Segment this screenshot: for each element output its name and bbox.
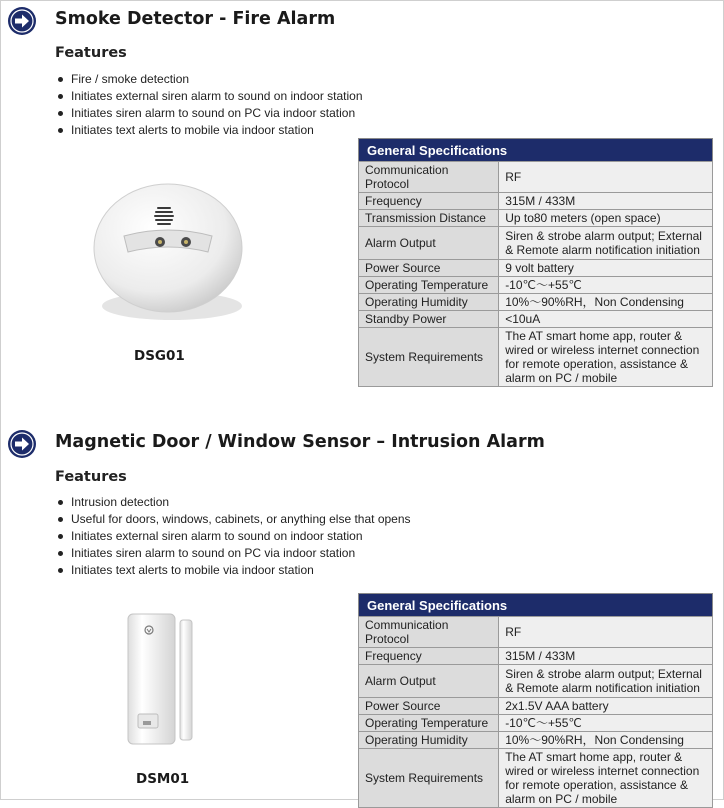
table-row <box>359 732 713 749</box>
model-label: DSM01 <box>136 771 190 787</box>
table-row <box>359 210 713 227</box>
arrow-circle-icon <box>7 429 37 459</box>
feature-item: Initiates siren alarm to sound on PC via indoor station <box>55 105 363 122</box>
specifications-table <box>358 138 713 387</box>
spec-value: 10%～90%RH，Non Condensing <box>499 294 713 311</box>
table-row <box>359 328 713 387</box>
spec-label: Alarm Output <box>359 227 499 260</box>
spec-value: 9 volt battery <box>499 260 713 277</box>
spec-value: 315M / 433M <box>499 648 713 665</box>
product-title: Smoke Detector - Fire Alarm <box>55 9 336 29</box>
feature-item: Fire / smoke detection <box>55 71 363 88</box>
table-row <box>359 715 713 732</box>
features-heading: Features <box>55 45 127 61</box>
spec-value: 315M / 433M <box>499 193 713 210</box>
product-section-smoke-detector <box>0 0 724 400</box>
smoke-detector-image <box>84 178 254 326</box>
bullet-dot <box>58 534 63 539</box>
bullet-dot <box>58 517 63 522</box>
spec-label: Communication Protocol <box>359 162 499 193</box>
spec-value: RF <box>499 162 713 193</box>
spec-label: Frequency <box>359 648 499 665</box>
spec-table-heading: General Specifications <box>359 139 713 162</box>
spec-value: -10℃～+55℃ <box>499 277 713 294</box>
feature-item: Initiates siren alarm to sound on PC via indoor station <box>55 545 411 562</box>
feature-item: Intrusion detection <box>55 494 411 511</box>
spec-value: 10%～90%RH，Non Condensing <box>499 732 713 749</box>
spec-label: Power Source <box>359 698 499 715</box>
feature-item: Initiates external siren alarm to sound on indoor station <box>55 528 411 545</box>
product-title: Magnetic Door / Window Sensor – Intrusion Alarm <box>55 432 545 452</box>
spec-value: 2x1.5V AAA battery <box>499 698 713 715</box>
table-row <box>359 698 713 715</box>
spec-label: Standby Power <box>359 311 499 328</box>
spec-label: System Requirements <box>359 749 499 808</box>
spec-label: Alarm Output <box>359 665 499 698</box>
spec-value: The AT smart home app, router & wired or wireless internet connection for remote operation, assistance & alarm on PC / mobile <box>499 328 713 387</box>
spec-value: Up to80 meters (open space) <box>499 210 713 227</box>
bullet-dot <box>58 568 63 573</box>
table-row <box>359 749 713 808</box>
feature-item: Initiates text alerts to mobile via indoor station <box>55 562 411 579</box>
table-row <box>359 277 713 294</box>
feature-item: Initiates text alerts to mobile via indoor station <box>55 122 363 139</box>
table-row <box>359 665 713 698</box>
door-sensor-image <box>120 610 200 750</box>
table-row <box>359 617 713 648</box>
spec-label: System Requirements <box>359 328 499 387</box>
table-row <box>359 227 713 260</box>
bullet-dot <box>58 111 63 116</box>
spec-value: <10uA <box>499 311 713 328</box>
product-section-door-window-sensor <box>0 418 724 806</box>
feature-item: Initiates external siren alarm to sound on indoor station <box>55 88 363 105</box>
spec-label: Operating Humidity <box>359 294 499 311</box>
spec-table-heading: General Specifications <box>359 594 713 617</box>
spec-value: Siren & strobe alarm output; External & Remote alarm notification initiation <box>499 227 713 260</box>
spec-label: Communication Protocol <box>359 617 499 648</box>
bullet-dot <box>58 551 63 556</box>
spec-label: Transmission Distance <box>359 210 499 227</box>
model-label: DSG01 <box>134 348 185 364</box>
spec-label: Operating Temperature <box>359 715 499 732</box>
spec-value: RF <box>499 617 713 648</box>
table-row <box>359 162 713 193</box>
table-row <box>359 648 713 665</box>
features-list <box>55 71 363 139</box>
arrow-circle-icon <box>7 6 37 36</box>
spec-value: -10℃～+55℃ <box>499 715 713 732</box>
specifications-table <box>358 593 713 808</box>
bullet-dot <box>58 77 63 82</box>
spec-label: Power Source <box>359 260 499 277</box>
spec-value: Siren & strobe alarm output; External & Remote alarm notification initiation <box>499 665 713 698</box>
spec-label: Frequency <box>359 193 499 210</box>
features-list <box>55 494 411 579</box>
spec-value: The AT smart home app, router & wired or wireless internet connection for remote operation, assistance & alarm on PC / mobile <box>499 749 713 808</box>
table-row <box>359 193 713 210</box>
bullet-dot <box>58 94 63 99</box>
spec-label: Operating Temperature <box>359 277 499 294</box>
feature-item: Useful for doors, windows, cabinets, or anything else that opens <box>55 511 411 528</box>
spec-label: Operating Humidity <box>359 732 499 749</box>
table-row <box>359 294 713 311</box>
bullet-dot <box>58 128 63 133</box>
table-row <box>359 311 713 328</box>
table-row <box>359 260 713 277</box>
features-heading: Features <box>55 469 127 485</box>
bullet-dot <box>58 500 63 505</box>
